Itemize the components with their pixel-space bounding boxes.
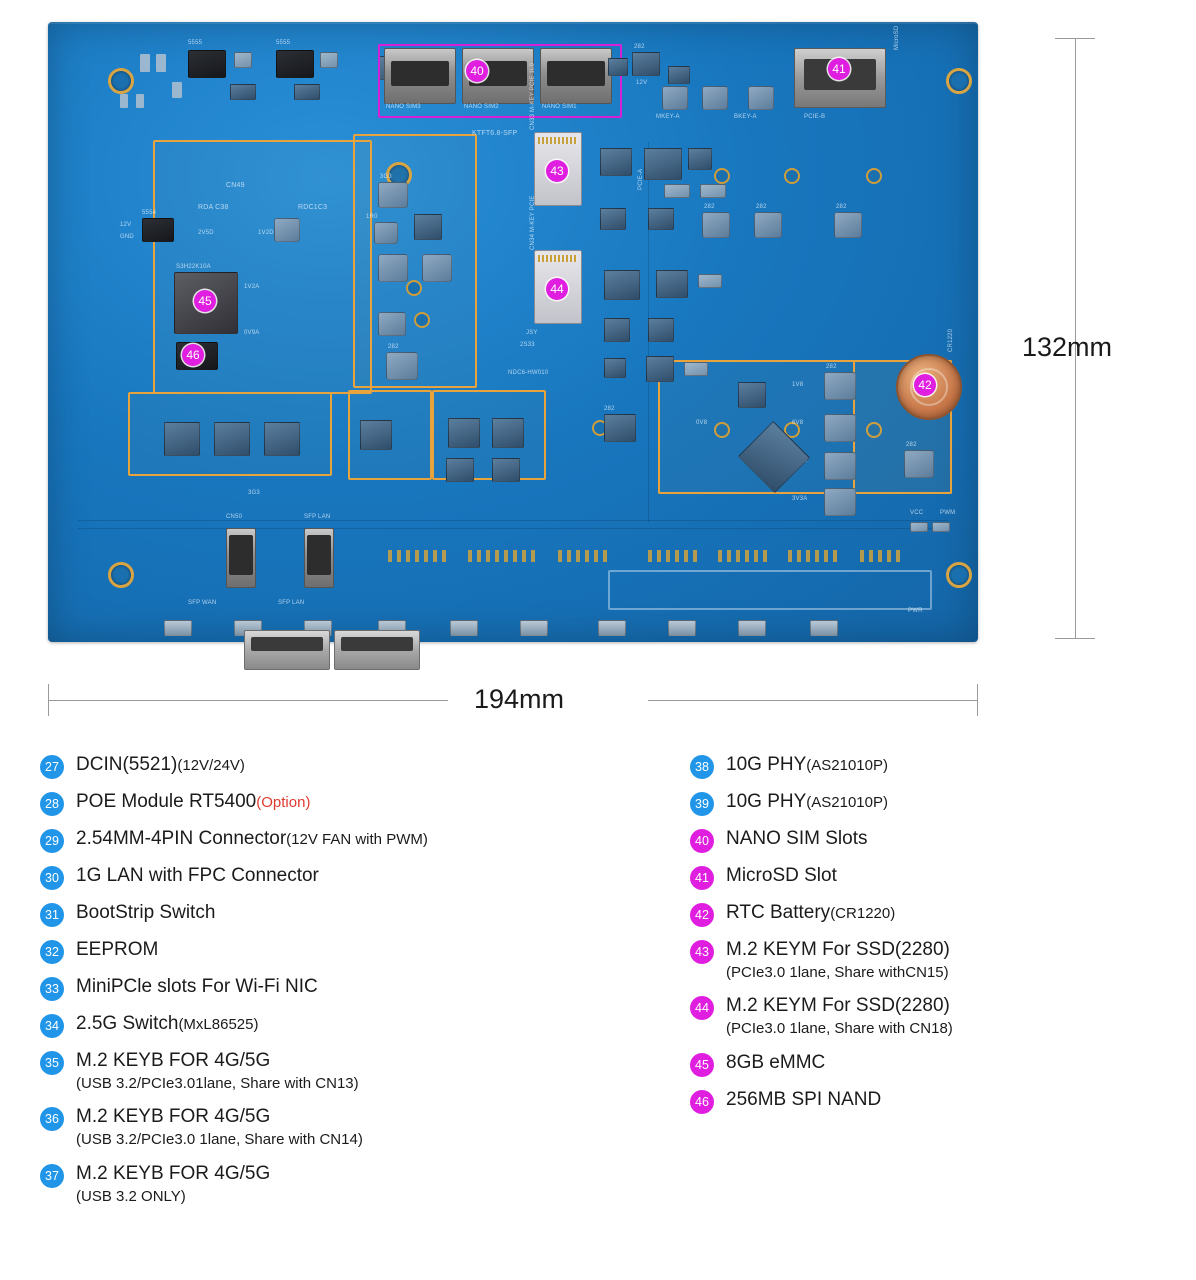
legend-number-35: 35: [40, 1051, 64, 1075]
silk-tft8: KTFT6.8-SFP: [472, 130, 518, 137]
legend-item-38: [690, 752, 1160, 779]
legend-number-43: 43: [690, 940, 714, 964]
legend-detail-37: (USB 3.2 ONLY): [76, 1187, 186, 1205]
legend-sublabel-29: (12V FAN with PWM): [286, 831, 428, 848]
silk-pcie-b: PCIE-B: [804, 114, 826, 120]
width-dimension-label: 194mm: [474, 684, 565, 714]
legend-label-39: 10G PHY: [726, 791, 807, 812]
legend-label-45: 8GB eMMC: [726, 1051, 826, 1073]
legend-item-46: [690, 1087, 1160, 1114]
silk-rdb8c3: RDC1C3: [298, 204, 328, 211]
silk-vcc: VCC: [910, 510, 924, 516]
legend-detail-43: (PCIe3.0 1lane, Share withCN15): [726, 964, 949, 982]
legend-number-34: 34: [40, 1014, 64, 1038]
legend-label-40: NANO SIM Slots: [726, 828, 868, 849]
legend-label-33: MiniPCle slots For Wi-Fi NIC: [76, 976, 318, 997]
legend-label-34: 2.5G Switch: [76, 1013, 179, 1034]
legend-option-28: (Option): [256, 794, 311, 811]
silk-ndc6: NDC6-HW010: [508, 370, 549, 376]
legend-label-42: RTC Battery: [726, 902, 831, 923]
legend-label-37: M.2 KEYB FOR 4G/5G: [76, 1162, 271, 1184]
width-dimension-line-right: [648, 700, 978, 701]
legend-number-28: 28: [40, 792, 64, 816]
nano-sim3-connector: [384, 48, 456, 104]
badge-41: 41: [828, 58, 850, 80]
silk-nano-sim3: NANO SIM3: [386, 104, 421, 110]
legend-detail-35: (USB 3.2/PCIe3.01lane, Share with CN13): [76, 1075, 359, 1093]
silk-0v9a: 0V9A: [244, 330, 260, 336]
silk-cn34: CN34 M-KEY PCIE: [530, 195, 536, 250]
sfp-cage-wan: [244, 630, 330, 670]
badge-45: 45: [194, 290, 216, 312]
legend-label-44: M.2 KEYM For SSD(2280): [726, 995, 950, 1017]
silk-s3h22k10a: S3H22K10A: [176, 264, 211, 270]
legend-number-27: 27: [40, 755, 64, 779]
silk-cn49: SFP LAN: [304, 514, 331, 520]
silk-nano-sim2: NANO SIM2: [464, 104, 499, 110]
legend-item-32: [40, 937, 600, 964]
silk-jsy: JSY: [526, 330, 538, 336]
badge-42: 42: [914, 374, 936, 396]
legend-number-31: 31: [40, 903, 64, 927]
legend-number-39: 39: [690, 792, 714, 816]
legend-number-29: 29: [40, 829, 64, 853]
legend-sublabel-42: (CR1220): [830, 905, 896, 922]
legend-label-29: 2.54MM-4PIN Connector: [76, 828, 287, 849]
legend-number-45: 45: [690, 1053, 714, 1077]
fpc-connector-cn50: [226, 528, 256, 588]
legend-number-32: 32: [40, 940, 64, 964]
silk-6v8: 6V8: [792, 420, 804, 426]
legend-label-43: M.2 KEYM For SSD(2280): [726, 939, 950, 960]
silk-1v2a: 1V2A: [244, 284, 260, 290]
legend-label-38: 10G PHY: [726, 754, 807, 775]
legend-item-35: [40, 1048, 600, 1094]
silk-3v3a: 3V3A: [792, 496, 808, 502]
silk-1v2d: 1V2D: [258, 230, 274, 236]
silk-rda: CN49: [226, 182, 245, 189]
legend-label-28: POE Module RT5400: [76, 791, 257, 812]
silk-1v8: 1V8: [792, 382, 804, 388]
badge-46: 46: [182, 344, 204, 366]
silk-sfp-wan: SFP WAN: [188, 600, 217, 606]
legend-item-27: [40, 752, 600, 779]
legend-number-36: 36: [40, 1107, 64, 1131]
silk-12v: 12V: [120, 222, 132, 228]
legend-detail-44: (PCIe3.0 1lane, Share with CN18): [726, 1020, 953, 1038]
legend-number-46: 46: [690, 1090, 714, 1114]
legend-sublabel-34: (MxL86525): [178, 1016, 259, 1033]
fpc-connector-cn49: [304, 528, 334, 588]
legend-item-37: [40, 1161, 600, 1207]
legend-column-right: [690, 752, 1160, 1124]
height-dimension-label: 132mm: [1022, 332, 1113, 362]
legend-item-43: [690, 937, 1160, 983]
legend-label-30: 1G LAN with FPC Connector: [76, 865, 319, 886]
silk-2v5d: 2V5D: [198, 230, 214, 236]
legend-item-44: [690, 993, 1160, 1039]
silk-bkey-a: BKEY-A: [734, 114, 757, 120]
silk-rdc1c3: RDA C38: [198, 204, 229, 211]
legend-item-33: [40, 974, 600, 1001]
silk-cn33: CN33 M-KEY PCIE 1L0: [530, 62, 536, 130]
legend-item-28: [40, 789, 600, 816]
silk-mkey-a: MKEY-A: [656, 114, 680, 120]
legend-number-30: 30: [40, 866, 64, 890]
legend: [0, 752, 1196, 1280]
legend-sublabel-27: (12V/24V): [177, 757, 245, 774]
legend-item-42: [690, 900, 1160, 927]
legend-item-39: [690, 789, 1160, 816]
legend-number-40: 40: [690, 829, 714, 853]
legend-column-left: [40, 752, 600, 1217]
width-dimension-line-left: [48, 700, 448, 701]
legend-item-30: [40, 863, 600, 890]
legend-item-40: [690, 826, 1160, 853]
silk-pwr: PWR: [908, 608, 923, 614]
legend-detail-36: (USB 3.2/PCIe3.0 1lane, Share with CN14): [76, 1131, 363, 1149]
legend-item-29: [40, 826, 600, 853]
legend-number-44: 44: [690, 996, 714, 1020]
nano-sim1-connector: [540, 48, 612, 104]
legend-number-41: 41: [690, 866, 714, 890]
legend-number-37: 37: [40, 1164, 64, 1188]
legend-item-41: [690, 863, 1160, 890]
badge-44: 44: [546, 278, 568, 300]
badge-40: 40: [466, 60, 488, 82]
badge-43: 43: [546, 160, 568, 182]
silk-gnd: GND: [120, 234, 134, 240]
legend-label-41: MicroSD Slot: [726, 865, 837, 886]
legend-label-31: BootStrip Switch: [76, 902, 216, 923]
legend-label-27: DCIN(5521): [76, 754, 178, 775]
legend-item-36: [40, 1104, 600, 1150]
silk-nano-sim1: NANO SIM1: [542, 104, 577, 110]
silk-2s33: 2S33: [520, 342, 535, 348]
legend-item-31: [40, 900, 600, 927]
legend-item-34: [40, 1011, 600, 1038]
silk-pwm: PWM: [940, 510, 956, 516]
legend-number-38: 38: [690, 755, 714, 779]
legend-label-36: M.2 KEYB FOR 4G/5G: [76, 1106, 271, 1128]
silk-cr1220: CR1220: [948, 328, 954, 352]
legend-label-46: 256MB SPI NAND: [726, 1088, 882, 1110]
legend-item-45: [690, 1050, 1160, 1077]
silk-cn50: CN50: [226, 514, 243, 520]
legend-label-35: M.2 KEYB FOR 4G/5G: [76, 1050, 271, 1071]
pcb-image: 5555 5555 NANO SIM3 NANO SIM2 NANO SIM1 40 41 MicroSD 282 12V MKEY-A BKEY-A PCIE-B 45 S3H22K10A 46 CN49 RDA C38 RDC1C3 KTFT6.8-SFP 12V GND 2V5D 1V2D 1V2A 0V9A 5554 3G3 1R0 282 43 CN33 M-KEY PCIE 1L0 44 CN34 M-KEY PCIE JSY 2S33 NDC6-HW010 PCIE-A 282 282 282 42 CR1220 282 1V8 6V8 3V3A 0V8 282 3G3 282 CN50 SFP LAN SFP WAN SFP LAN PWR VCC PWM: [48, 22, 978, 642]
legend-sublabel-39: (AS21010P): [806, 794, 888, 811]
legend-number-33: 33: [40, 977, 64, 1001]
legend-label-32: EEPROM: [76, 939, 159, 960]
legend-number-42: 42: [690, 903, 714, 927]
silk-0v8: 0V8: [696, 420, 708, 426]
sfp-cage-lan: [334, 630, 420, 670]
region-power: [353, 134, 477, 388]
legend-sublabel-38: (AS21010P): [806, 757, 888, 774]
silk-microsd: MicroSD: [894, 25, 900, 50]
